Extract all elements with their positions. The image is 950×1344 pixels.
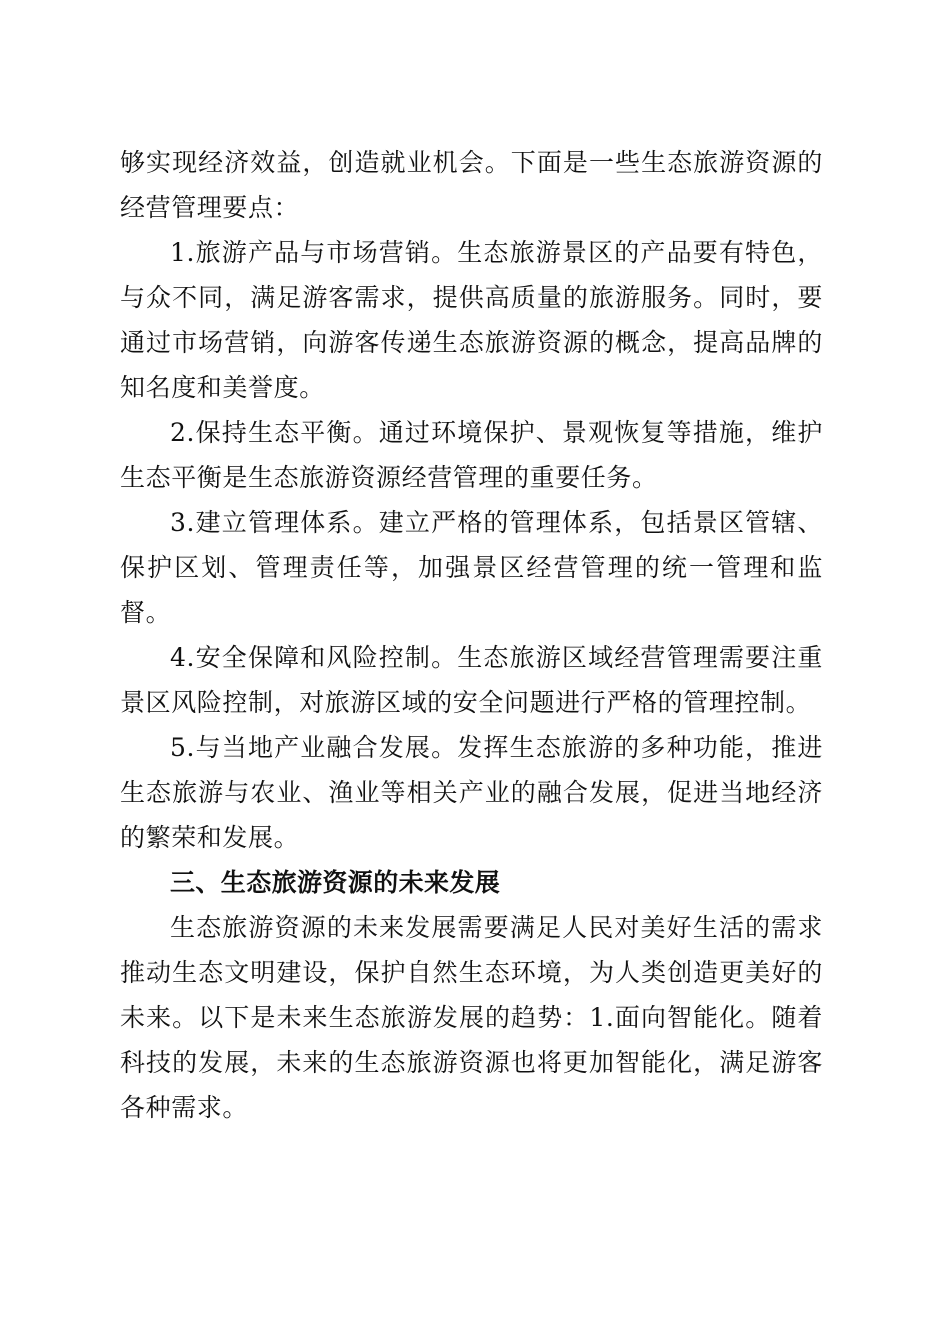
intro-paragraph: 够实现经济效益，创造就业机会。下面是一些生态旅游资源的经营管理要点： (120, 148, 823, 222)
point-paragraph-1: 1.旅游产品与市场营销。生态旅游景区的产品要有特色，与众不同，满足游客需求，提供高质量的旅游服务。同时，要通过市场营销，向游客传递生态旅游资源的概念，提高品牌的知名度和美誉度。 (120, 238, 823, 402)
point-paragraph-2: 2.保持生态平衡。通过环境保护、景观恢复等措施，维护生态平衡是生态旅游资源经营管理的重要任务。 (120, 418, 823, 492)
point-paragraph-4: 4.安全保障和风险控制。生态旅游区域经营管理需要注重景区风险控制，对旅游区域的安全问题进行严格的管理控制。 (120, 643, 823, 717)
section-heading: 三、生态旅游资源的未来发展 (170, 868, 501, 897)
point-paragraph-5: 5.与当地产业融合发展。发挥生态旅游的多种功能，推进生态旅游与农业、渔业等相关产业的融合发展，促进当地经济的繁荣和发展。 (120, 733, 823, 852)
document-page (120, 140, 823, 1130)
point-paragraph-3: 3.建立管理体系。建立严格的管理体系，包括景区管辖、保护区划、管理责任等，加强景区经营管理的统一管理和监督。 (120, 508, 823, 627)
section-body-paragraph: 生态旅游资源的未来发展需要满足人民对美好生活的需求推动生态文明建设，保护自然生态环境，为人类创造更美好的未来。以下是未来生态旅游发展的趋势：1.面向智能化。随着科技的发展，未来的生态旅游资源也将更加智能化，满足游客各种需求。 (120, 913, 823, 1122)
